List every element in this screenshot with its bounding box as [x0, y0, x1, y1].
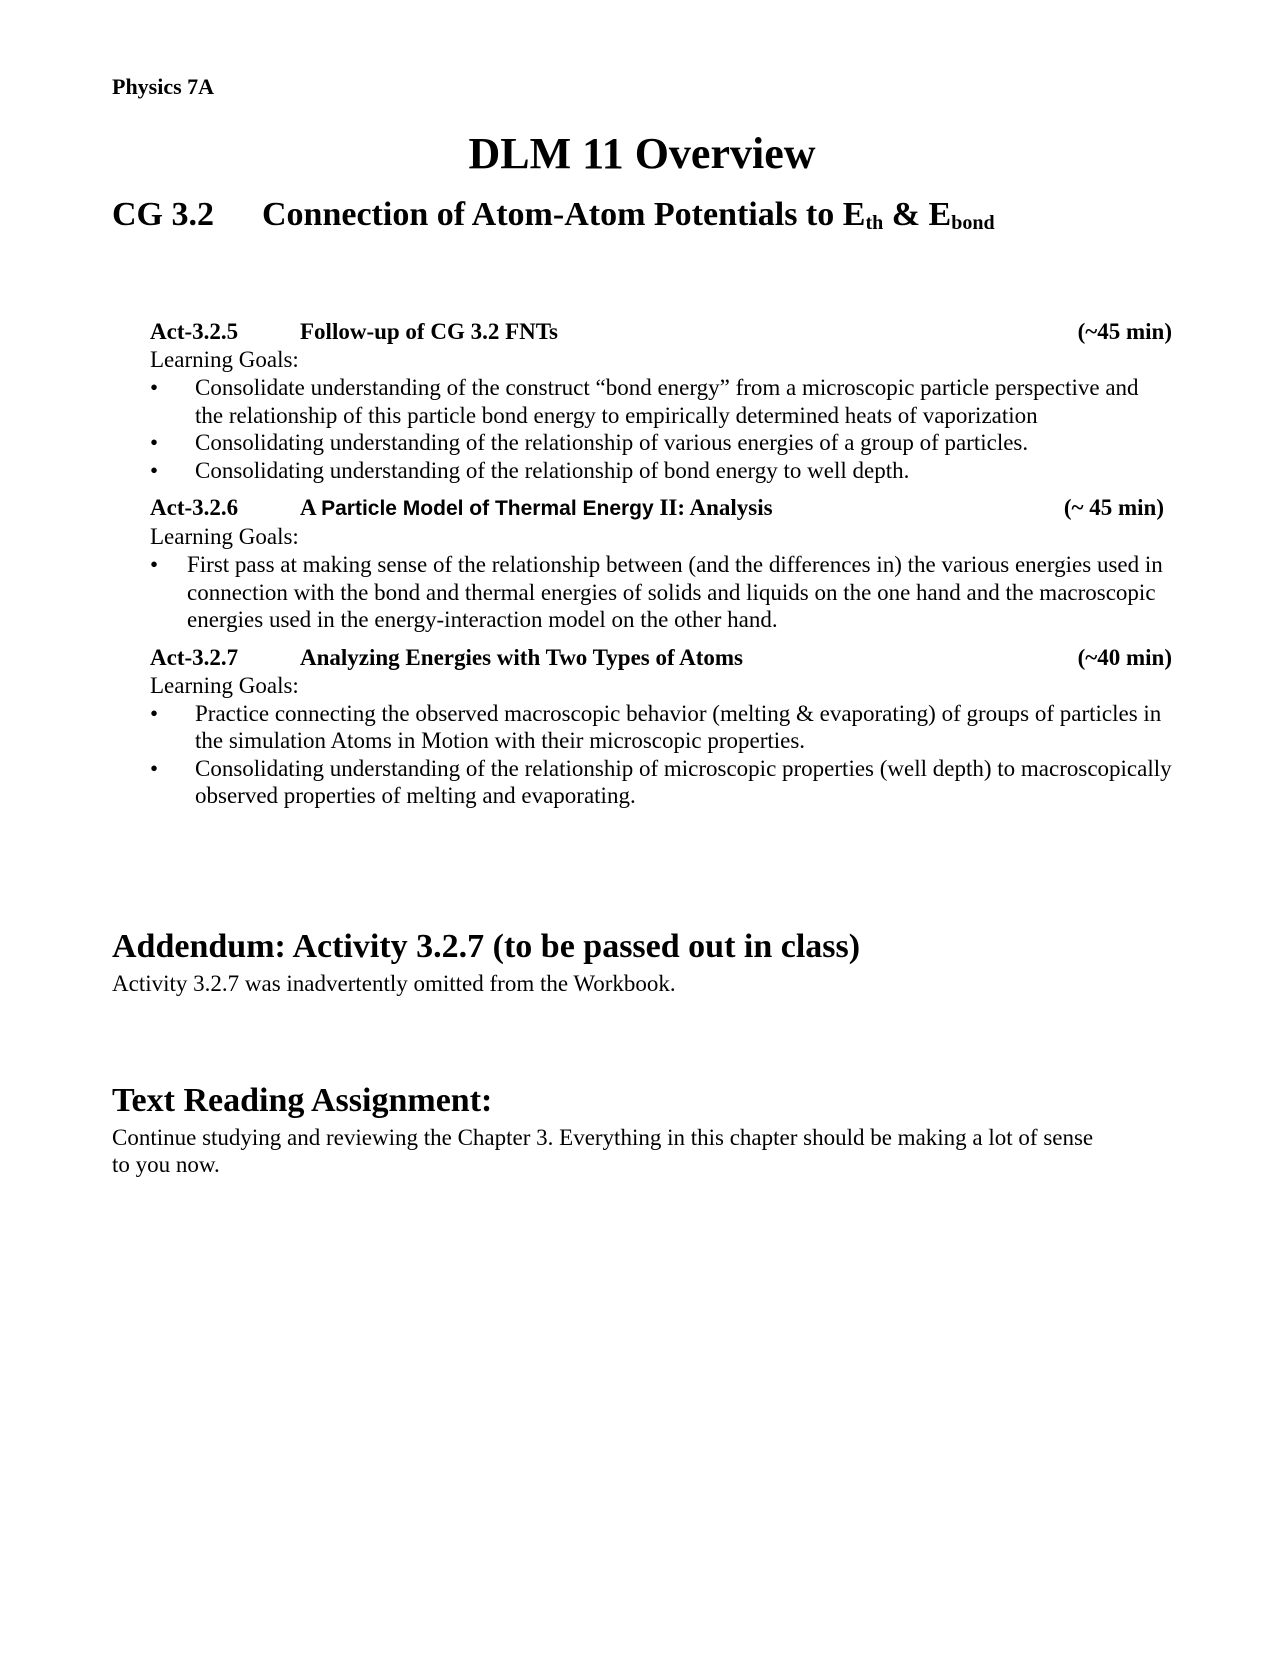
bullet-icon: • [150, 700, 159, 726]
learning-goal-item [150, 700, 1172, 755]
reading-text: Continue studying and reviewing the Chapter 3. Everything in this chapter should be making a lot of sense to you now. [112, 1125, 1094, 1177]
activity-id: Act-3.2.5 [150, 319, 239, 344]
learning-goal-text: Consolidate understanding of the construct “bond energy” from a microscopic particle perspective and the relationship of this particle bond energy to empirically determined heats of vaporization [195, 375, 1139, 428]
learning-goals-label: Learning Goals: [150, 672, 299, 698]
activity-title: Follow-up of CG 3.2 FNTs [300, 319, 558, 344]
learning-goal-text: First pass at making sense of the relationship between (and the differences in) the various energies used in connection with the bond and thermal energies of solids and liquids on the one hand and the macroscopic energies used in the energy-interaction model on the other hand. [187, 552, 1163, 632]
activity-title-prefix: A [300, 495, 322, 520]
learning-goals-list [150, 700, 1172, 810]
cg-subscript-bond: bond [951, 212, 995, 234]
activities-list [150, 318, 1172, 820]
activity-title [300, 494, 1064, 523]
bullet-icon: • [150, 552, 159, 577]
cg-title: Connection of Atom-Atom Potentials to E [262, 196, 866, 233]
learning-goal-text: Consolidating understanding of the relationship of bond energy to well depth. [195, 457, 910, 483]
cg-heading [112, 196, 995, 235]
activity-id: Act-3.2.6 [150, 495, 239, 520]
activity-header [150, 644, 1172, 672]
activity-3-2-7 [150, 644, 1172, 810]
cg-number: CG 3.2 [112, 196, 214, 233]
bullet-icon: • [150, 375, 159, 400]
learning-goal-item [150, 755, 1172, 810]
learning-goal-item [150, 374, 1172, 429]
activity-duration: (~40 min) [1077, 644, 1172, 670]
learning-goal-text: Practice connecting the observed macroscopic behavior (melting & evaporating) of groups of particles in the simulation Atoms in Motion with their microscopic properties. [195, 700, 1162, 753]
activity-title: Analyzing Energies with Two Types of Atoms [300, 644, 743, 670]
bullet-icon: • [150, 457, 159, 483]
activity-header [150, 494, 1172, 523]
course-label: Physics 7A [112, 74, 215, 99]
cg-ampersand: & E [883, 196, 952, 233]
bullet-icon: • [150, 430, 159, 455]
activity-title-suffix: II: Analysis [653, 495, 773, 520]
cg-subscript-th: th [865, 212, 884, 234]
bullet-icon: • [150, 755, 159, 781]
learning-goal-item [150, 551, 1172, 634]
activity-id: Act-3.2.7 [150, 644, 239, 670]
learning-goals-label: Learning Goals: [150, 347, 299, 372]
activity-duration: (~45 min) [1077, 319, 1172, 344]
addendum-text: Activity 3.2.7 was inadvertently omitted from the Workbook. [112, 971, 676, 996]
learning-goal-item [150, 457, 1172, 485]
learning-goal-text: Consolidating understanding of the relationship of microscopic properties (well depth) to macroscopically observed properties of melting and evaporating. [195, 755, 1172, 808]
activity-3-2-5 [150, 318, 1172, 484]
learning-goal-item [150, 429, 1172, 457]
learning-goals-label: Learning Goals: [150, 524, 299, 549]
learning-goals-list [150, 374, 1172, 484]
activity-header [150, 318, 1172, 346]
page-title: DLM 11 Overview [468, 129, 816, 178]
addendum-heading: Addendum: Activity 3.2.7 (to be passed out in class) [112, 928, 861, 965]
learning-goals-list [150, 551, 1172, 634]
activity-duration: (~ 45 min) [1063, 495, 1164, 520]
learning-goal-text: Consolidating understanding of the relationship of various energies of a group of particles. [195, 430, 1029, 455]
activity-title-sans: Particle Model of Thermal Energy [321, 497, 654, 520]
reading-heading: Text Reading Assignment: [112, 1082, 493, 1119]
activity-3-2-6 [150, 494, 1172, 634]
